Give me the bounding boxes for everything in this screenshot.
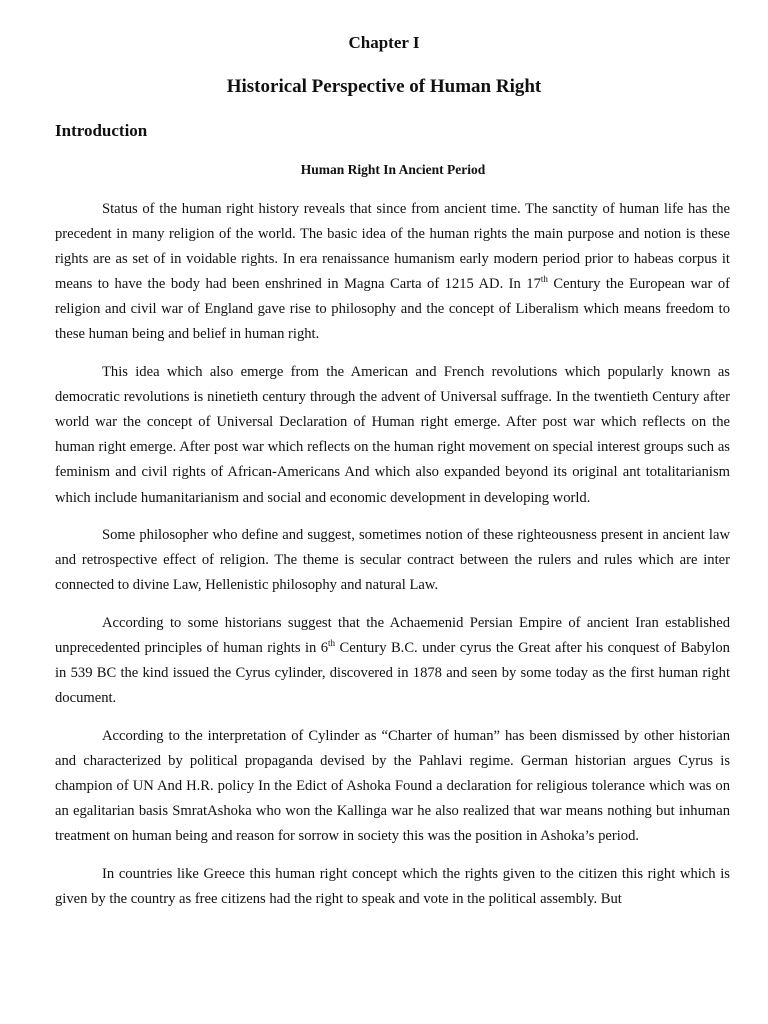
paragraph-2-text: This idea which also emerge from the American and French revolutions which popularly known as democratic revolutions is ninetieth century through the advent of Universal suffrage. In the twentieth Century after world war the concept of Universal Declaration of Human right emerge. After post war which reflects on the human right emerge. After post war which reflects on the human right movement on special interest groups such as feminism and civil rights of African-Americans And which also expanded beyond its original ant totalitarianism which include humanitarianism and social and economic development in developing world.: [55, 364, 730, 506]
paragraph-6: [55, 862, 730, 912]
paragraph-6-text: In countries like Greece this human right concept which the rights given to the citizen this right which is given by the country as free citizens had the right to speak and vote in the political assembly. But: [55, 865, 730, 907]
document-body: [55, 197, 730, 924]
chapter-title: Historical Perspective of Human Right: [226, 76, 542, 97]
paragraph-1: [55, 197, 730, 348]
paragraph-3: [55, 523, 730, 598]
introduction-heading: Introduction: [55, 121, 148, 140]
paragraph-3-text: Some philosopher who define and suggest, sometimes notion of these righteousness present in ancient law and retrospective effect of religion. The theme is secular contract between the rulers and rules which are inter connected to divine Law, Hellenistic philosophy and natural Law.: [55, 527, 730, 594]
paragraph-5: [55, 724, 730, 849]
paragraph-5-text: According to the interpretation of Cylinder as “Charter of human” has been dismissed by other historian and characterized by political propaganda devised by the Pahlavi regime. German historian argues Cyrus is champion of UN And H.R. policy In the Edict of Ashoka Found a declaration for religious tolerance which was on an egalitarian basis SmratAshoka who won the Kallinga war he also realized that war means nothing but inhuman treatment on human being and reason for sorrow in society this was the position in Ashoka’s period.: [55, 727, 730, 845]
paragraph-4-superscript: th: [328, 638, 336, 649]
chapter-label: Chapter I: [348, 33, 420, 52]
paragraph-1-superscript: th: [540, 274, 548, 285]
paragraph-4-text-cont: Century B.C. under cyrus the Great after his conquest of Babylon in 539 BC the kind issued the Cyrus cylinder, discovered in 1878 and seen by some today as the first human right document.: [55, 640, 730, 707]
paragraph-1-text-cont: Century the European war of religion and civil war of England gave rise to philosophy and the concept of Liberalism which means freedom to these human being and belief in human right.: [55, 276, 730, 343]
paragraph-1-text: Status of the human right history reveals that since from ancient time. The sanctity of human life has the precedent in many religion of the world. The basic idea of the human rights the main purpose and notion is these rights are as set of in voidable rights. In era renaissance humanism early modern period prior to habeas corpus it means to have the body had been enshrined in Magna Carta of 1215 AD. In 17: [55, 201, 730, 293]
paragraph-4-text: According to some historians suggest that the Achaemenid Persian Empire of ancient Iran established unprecedented principles of human rights in 6: [55, 614, 730, 656]
paragraph-4: [55, 611, 730, 711]
section-heading: Human Right In Ancient Period: [300, 162, 486, 177]
paragraph-2: [55, 360, 730, 511]
